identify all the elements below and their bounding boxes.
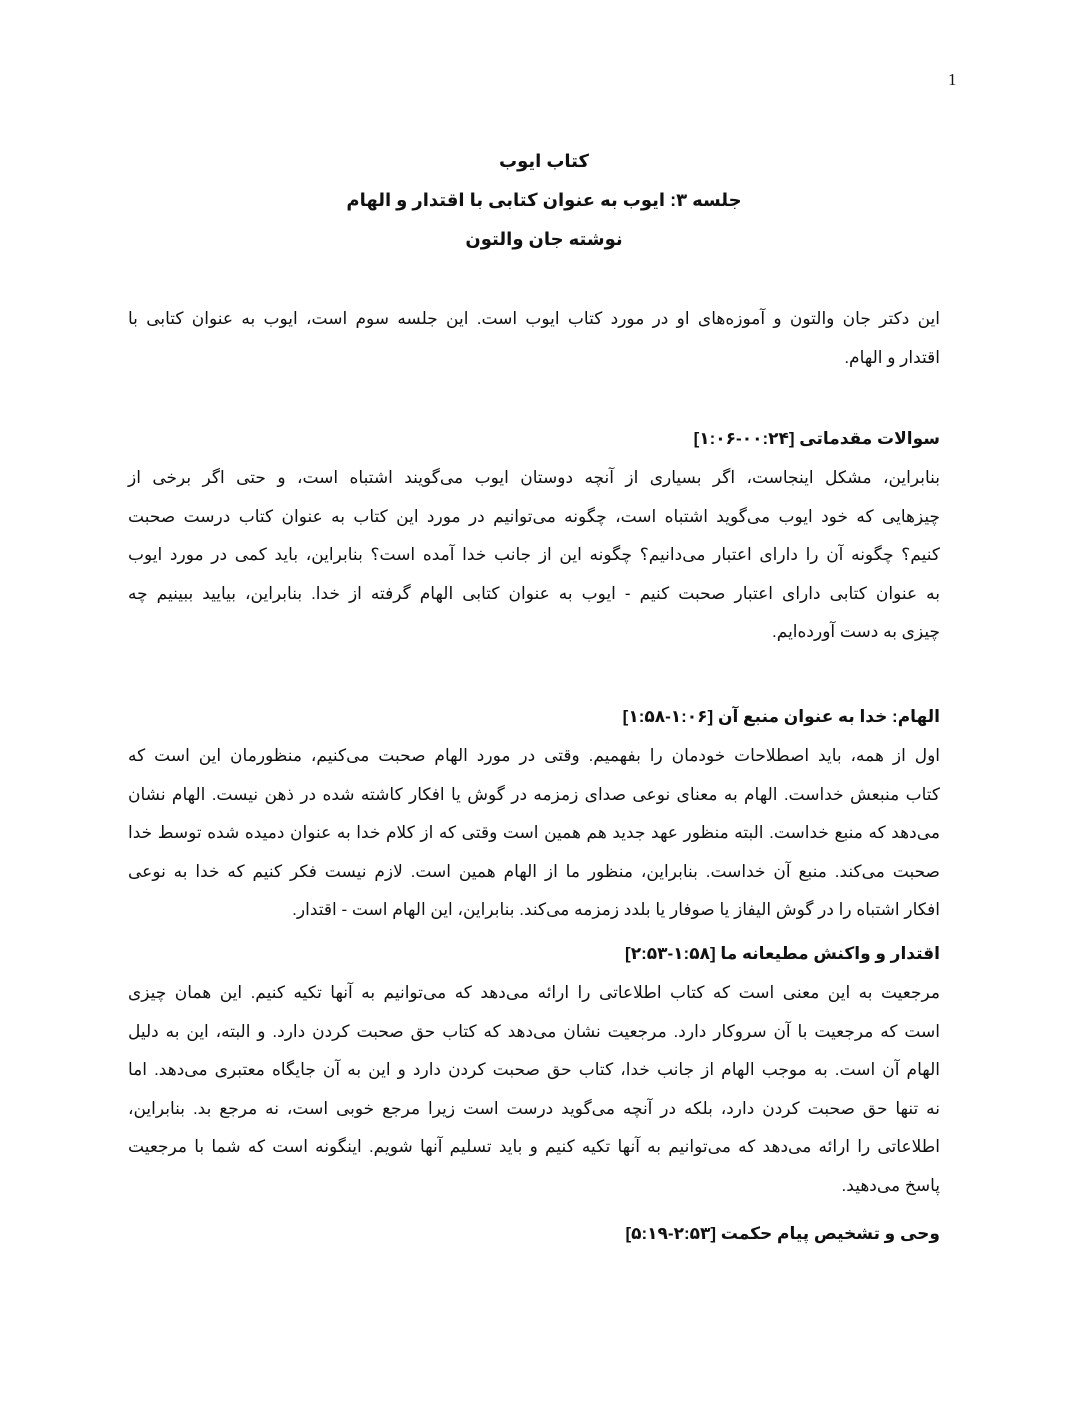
session-title: جلسه ۳: ایوب به عنوان کتابی با اقتدار و الهام (346, 190, 742, 210)
text-line: کتاب منبعش خداست. الهام به معنای نوعی صدای زمزمه در گوش یا افکار کاشته شده در ذهن نیست. الهام نشان (128, 784, 940, 804)
text-line: کنیم؟ چگونه آن را دارای اعتبار می‌دانیم؟ چگونه این از جانب خدا آمده است؟ بنابراین، باید کمی در مورد ایوب (128, 545, 940, 564)
text-line: الهام آن است. به موجب الهام از جانب خدا، کتاب حق صحبت کردن دارد و این به آن جایگاه معتبری می‌دهد. اما (128, 1060, 940, 1079)
section-heading (128, 935, 940, 973)
section-paragraph (128, 737, 940, 930)
section-heading-text: اقتدار و واکنش مطیعانه ما (720, 944, 940, 963)
section-paragraph (128, 459, 940, 652)
author-line: نوشته جان والتون (465, 229, 623, 249)
section-timestamp: [۱:۰۶-۰۰:۲۴] (693, 429, 795, 448)
text-line: اول از همه، باید اصطلاحات خودمان را بفهمیم. وقتی در مورد الهام صحبت می‌کنیم، منظورمان این است که (128, 746, 940, 765)
section-timestamp: [۱:۵۸-۱:۰۶] (622, 707, 714, 726)
text-line: این دکتر جان والتون و آموزه‌های او در مورد کتاب ایوب است. این جلسه سوم است، ایوب به عنوان کتابی با (128, 309, 940, 328)
page-number: 1 (948, 70, 957, 89)
text-line: اقتدار و الهام. (844, 347, 940, 367)
text-line: اطلاعاتی را ارائه می‌دهد که می‌توانیم به آنها تکیه کنیم و باید تسلیم آنها شویم. اینگونه است که شما با مرجعیت (128, 1137, 940, 1156)
section-timestamp: [۵:۱۹-۲:۵۳] (625, 1224, 717, 1243)
section-paragraph (128, 974, 940, 1205)
text-line: چیزی به دست آورده‌ایم. (772, 622, 940, 641)
text-line: می‌دهد که منبع خداست. البته منظور عهد جدید هم همین است وقتی که از کلام خدا به عنوان دمیده شده توسط خدا (128, 823, 940, 842)
section-heading (128, 1215, 940, 1253)
book-title: کتاب ایوب (499, 151, 589, 171)
text-line: افکار اشتباه را در گوش الیفاز یا صوفار یا بلدد زمزمه می‌کند. بنابراین، این الهام است - اقتدار. (292, 900, 940, 919)
section-heading (128, 698, 940, 736)
text-line: بنابراین، مشکل اینجاست، اگر بسیاری از آنچه دوستان ایوب می‌گویند اشتباه است، و حتی اگر برخی از (128, 468, 940, 487)
text-line: است که مرجعیت با آن سروکار دارد. مرجعیت نشان می‌دهد که کتاب حق صحبت کردن دارد. و البته، این به دلیل (128, 1021, 940, 1041)
text-line: مرجعیت به این معنی است که کتاب اطلاعاتی را ارائه می‌دهد که می‌توانیم به آنها تکیه کنیم. این همان چیزی (128, 983, 940, 1002)
text-line: به عنوان کتابی دارای اعتبار صحبت کنیم - ایوب به عنوان کتابی الهام گرفته از خدا. بنابراین، بیایید ببینیم چه (128, 583, 940, 603)
text-line: صحبت می‌کند. منبع آن خداست. بنابراین، منظور ما از الهام همین است. لازم نیست فکر کنیم که خدا به نوعی (128, 861, 940, 881)
section-heading-text: وحی و تشخیص پیام حکمت (720, 1224, 940, 1243)
text-line: چیزهایی که خود ایوب می‌گوید اشتباه است، چگونه می‌توانیم در مورد این کتاب به عنوان کتاب درست صحبت (128, 506, 941, 526)
text-line: پاسخ می‌دهید. (841, 1175, 940, 1195)
section-timestamp: [۲:۵۳-۱:۵۸] (625, 944, 716, 963)
section-heading (128, 420, 940, 458)
title-block (0, 142, 1088, 259)
intro-paragraph (128, 300, 940, 377)
section-heading-text: الهام: خدا به عنوان منبع آن (717, 707, 940, 726)
text-line: نه تنها حق صحبت کردن دارد، بلکه در آنچه می‌گوید درست است زیرا مرجع خوبی است، نه مرجع بد. بنابراین، (128, 1098, 940, 1118)
section-heading-text: سوالات مقدماتی (799, 429, 940, 448)
